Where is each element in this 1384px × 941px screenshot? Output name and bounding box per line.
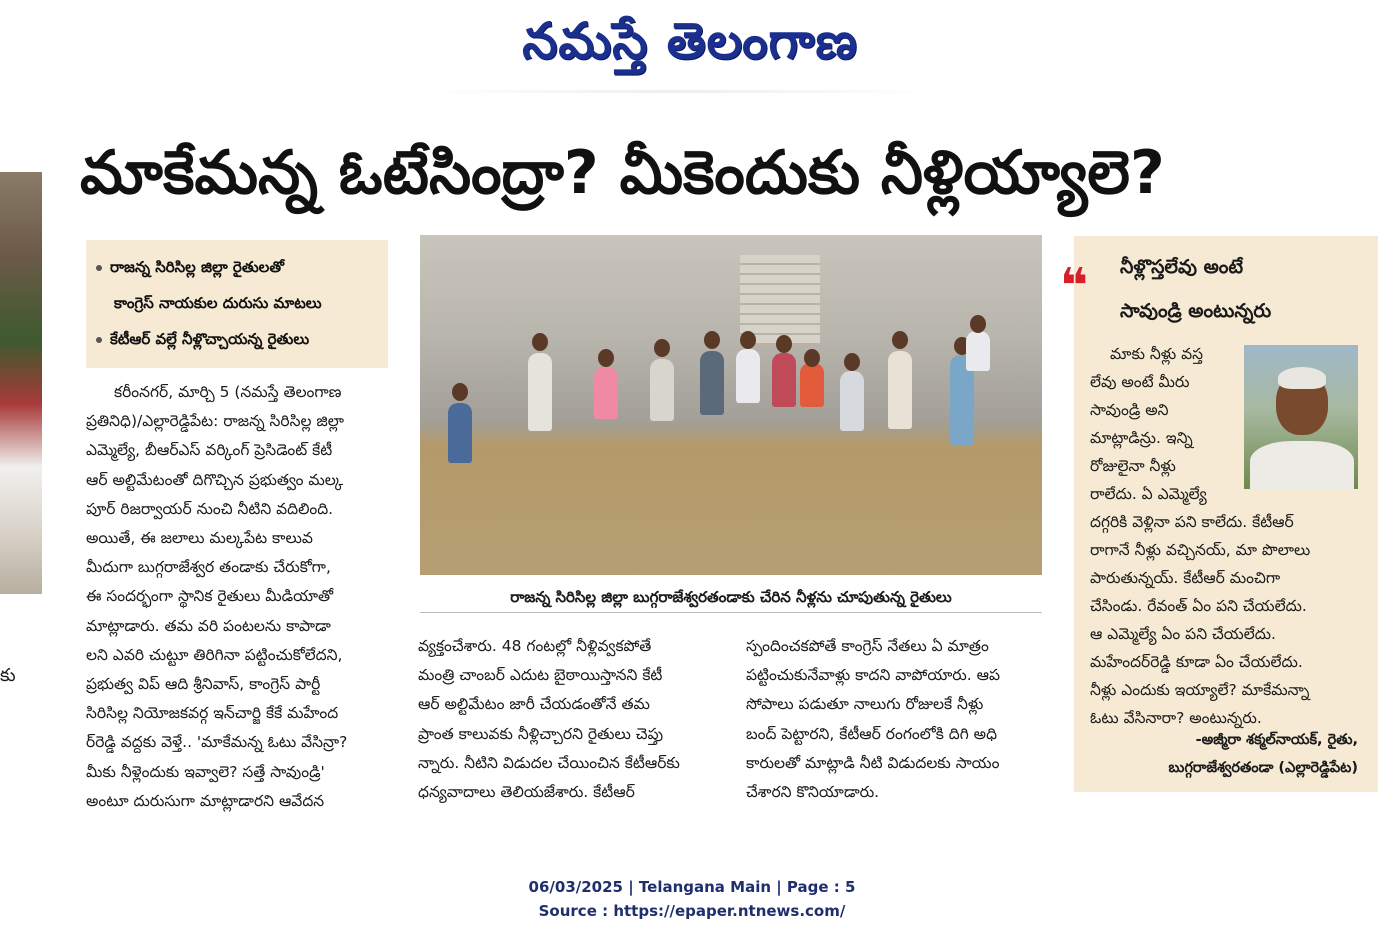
quote-line: ఓటు వేసినారా? అంటున్నరు.	[1090, 709, 1262, 727]
article-line: ర్‌రెడ్డి వద్దకు వెళ్తే.. 'మాకేమన్న ఓటు వేసిన్రా?	[86, 733, 348, 752]
article-line: చేశారని కొనియాడారు.	[746, 783, 880, 802]
portrait-hair	[1278, 367, 1326, 389]
article-line: ఈ సందర్భంగా స్థానిక రైతులు మీడియాతో	[86, 587, 334, 606]
quote-attribution-place: బుగ్గరాజేశ్వరతండా (ఎల్లారెడ్డిపేట)	[1168, 760, 1358, 776]
quote-line: సావుండ్రి అని	[1090, 401, 1169, 419]
quote-line: మాట్లాడిన్రు. ఇన్ని	[1090, 429, 1193, 447]
farmer-head	[970, 315, 986, 333]
quote-mark-icon: ❝	[1060, 258, 1089, 314]
farmers-canal-photo	[420, 235, 1042, 575]
quote-line: ఆ ఎమ్మెల్యే ఏం పని చేయలేదు.	[1090, 625, 1276, 643]
quote-title: నీళ్లొస్తలేవు అంటే	[1120, 256, 1244, 278]
farmer-head	[654, 339, 670, 357]
summary-box	[86, 240, 388, 368]
article-column-1	[86, 378, 390, 816]
article-line: మాట్లాడారు. తమ వరి పంటలను కాపాడా	[86, 616, 331, 635]
adjacent-article-text: కు	[0, 665, 16, 686]
article-column-2	[418, 632, 718, 807]
article-line: ఆర్ అల్టిమేటంతో దిగొచ్చిన ప్రభుత్వం మల్క	[86, 470, 344, 489]
farmer-figure	[840, 371, 864, 431]
quote-line: రాగానే నీళ్లు వచ్చినయ్, మా పొలాలు	[1090, 541, 1311, 559]
article-line: స్పందించకపోతే కాంగ్రెస్ నేతలు ఏ మాత్రం	[746, 637, 989, 655]
farmer-figure	[800, 363, 824, 407]
quote-title: సావుండ్రి అంటున్నరు	[1120, 300, 1272, 322]
farmer-head	[776, 335, 792, 353]
quote-line: చేసిండు. రేవంత్ ఏం పని చేయలేదు.	[1090, 597, 1307, 615]
farmer-head	[704, 331, 720, 349]
article-line: పట్టించుకునేవాళ్లు కాదని వాపోయారు. ఆప	[746, 666, 1001, 685]
farmer-figure	[888, 351, 912, 429]
summary-bullet-text: రాజన్న సిరిసిల్ల జిల్లా రైతులతో	[110, 258, 284, 276]
article-line: న్నారు. నీటిని విడుదల చేయించిన కేటీఆర్‌కు	[418, 753, 680, 772]
farmer-head	[892, 331, 908, 349]
article-line: మీదుగా బుగ్గరాజేశ్వర తండాకు చేరుకోగా,	[86, 558, 331, 577]
summary-bullet	[96, 328, 309, 350]
quote-line: పారుతున్నయ్. కేటీఆర్ మంచిగా	[1090, 569, 1281, 587]
article-line: కారులతో మాట్లాడి నీటి విడుదలకు సాయం	[746, 753, 1000, 772]
newspaper-masthead: నమస్తే తెలంగాణ	[522, 12, 858, 70]
masthead-divider	[420, 90, 940, 93]
farmer-portrait-photo	[1244, 345, 1358, 489]
bullet-icon	[96, 337, 102, 343]
article-line: సిరిసిల్ల నియోజకవర్గ ఇన్‌చార్జి కేకే మహేంద	[86, 704, 339, 723]
photo-caption: రాజన్న సిరిసిల్ల జిల్లా బుగ్గరాజేశ్వరతండాకు చేరిన నీళ్లను చూపుతున్న రైతులు	[420, 582, 1042, 613]
farmer-figure	[772, 353, 796, 407]
quote-line: లేవు అంటే మీరు	[1090, 373, 1190, 391]
quote-line: రాలేదు. ఏ ఎమ్మెల్యే	[1090, 485, 1207, 503]
summary-bullet-text: కేటీఆర్ వల్లే నీళ్లొచ్చాయన్న రైతులు	[110, 330, 310, 348]
farmer-figure	[528, 353, 552, 431]
farmer-figure	[966, 331, 990, 371]
article-line: మంత్రి చాంబర్ ఎదుట బైఠాయిస్తానని కేటీ	[418, 666, 663, 685]
quote-line: మహేందర్‌రెడ్డి కూడా ఏం చేయలేదు.	[1090, 653, 1303, 671]
quote-line: మాకు నీళ్లు వస్త	[1110, 345, 1204, 363]
article-line: అంటూ దురుసుగా మాట్లాడారని ఆవేదన	[86, 791, 325, 810]
farmer-head	[452, 383, 468, 401]
article-line: వ్యక్తంచేశారు. 48 గంటల్లో నీళ్లివ్వకపోతే	[418, 637, 652, 655]
summary-bullet	[96, 256, 284, 278]
footer-edition-info: 06/03/2025 | Telangana Main | Page : 5	[528, 878, 856, 896]
quote-line: దగ్గరికి వెళ్లినా పని కాలేదు. కేటీఆర్	[1090, 513, 1294, 531]
article-headline: మాకేమన్న ఓటేసింద్రా? మీకెందుకు నీళ్లియ్యాలె?	[80, 138, 1165, 208]
farmer-head	[740, 331, 756, 349]
article-line: మీకు నీళ్లెందుకు ఇవ్వాలె? సత్తే సావుండ్రి'	[86, 762, 325, 781]
summary-bullet-continuation: కాంగ్రెస్ నాయకుల దురుసు మాటలు	[114, 294, 322, 312]
quote-attribution: -అజ్మీరా శక్మల్‌నాయక్, రైతు,	[1195, 732, 1358, 748]
article-line: ఆర్ అల్టిమేటం జారీ చేయడంతోనే తమ	[418, 695, 650, 714]
article-line: పూర్ రిజర్వాయర్ నుంచి నీటిని వదిలింది.	[86, 499, 334, 518]
farmer-head	[532, 333, 548, 351]
farmer-head	[598, 349, 614, 367]
adjacent-article-photo	[0, 172, 42, 594]
quote-line: రోజులైనా నీళ్లు	[1090, 457, 1176, 475]
article-line: ప్రతినిధి)/ఎల్లారెడ్డిపేట: రాజన్న సిరిసిల్ల జిల్లా	[86, 412, 344, 431]
farmer-head	[844, 353, 860, 371]
footer-source-link[interactable]: Source : https://epaper.ntnews.com/	[538, 902, 846, 920]
article-line: ఎమ్మెల్యే, బీఆర్ఎస్ వర్కింగ్ ప్రెసిడెంట్ కేటీ	[86, 441, 333, 460]
article-line: ప్రాంత కాలువకు నీళ్లిచ్చారని రైతులు చెప్తు	[418, 724, 664, 743]
farmer-figure	[594, 367, 618, 419]
article-line: ధన్యవాదాలు తెలియజేశారు. కేటీఆర్	[418, 783, 635, 802]
quote-line: నీళ్లు ఎందుకు ఇయ్యాలే? మాకేమన్నా	[1090, 681, 1310, 699]
article-line: బంద్ పెట్టారని, కేటీఆర్ రంగంలోకి దిగి అధి	[746, 724, 998, 743]
farmer-head	[804, 349, 820, 367]
bullet-icon	[96, 265, 102, 271]
portrait-shirt	[1250, 441, 1354, 489]
farmer-figure	[700, 351, 724, 415]
farmer-figure	[448, 403, 472, 463]
article-line: సోపాలు పడుతూ నాలుగు రోజులకే నీళ్లు	[746, 695, 984, 714]
farmer-figure	[736, 349, 760, 403]
article-line: ప్రభుత్వ విప్ ఆది శ్రీనివాస్, కాంగ్రెస్ పార్టీ	[86, 675, 321, 694]
farmer-figure	[650, 359, 674, 421]
article-column-3	[746, 632, 1046, 807]
article-line: కరీంనగర్, మార్చి 5 (నమస్తే తెలంగాణ	[114, 383, 342, 401]
article-line: అయితే, ఈ జలాలు మల్కపేట కాలువ	[86, 529, 313, 548]
article-line: లని ఎవరి చుట్టూ తిరిగినా పట్టించుకోలేదని,	[86, 645, 343, 664]
